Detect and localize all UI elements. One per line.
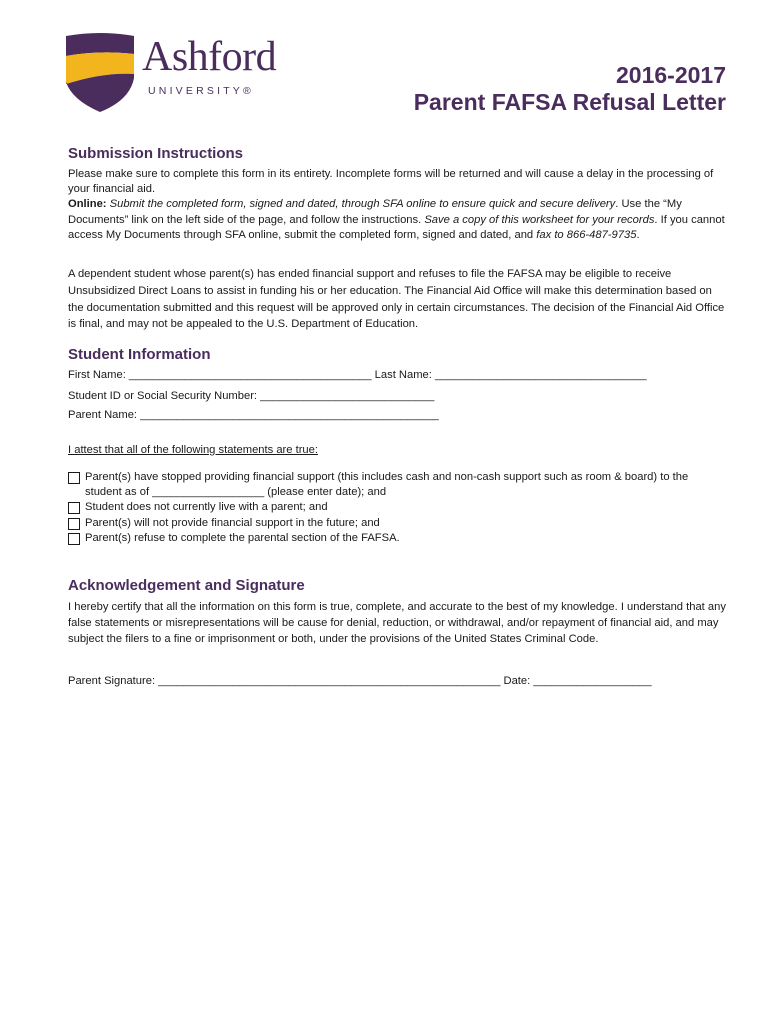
checklist-item-label: Parent(s) refuse to complete the parental section of the FAFSA. <box>85 531 400 544</box>
fax-end: . <box>636 228 640 241</box>
attest-label: I attest that all of the following statements are true: <box>68 444 318 456</box>
form-title <box>414 62 726 116</box>
checklist-item-label: Student does not currently live with a parent; and <box>85 501 328 514</box>
checklist-item-support[interactable] <box>68 470 728 500</box>
checkbox-icon[interactable] <box>68 518 80 530</box>
save-copy-note: Save a copy of this worksheet for your records <box>424 213 655 226</box>
save-copy-rest: . If you cannot access My Documents through SFA online, submit the completed form, signed and dated, and <box>68 213 725 241</box>
ashford-logo <box>64 32 294 114</box>
logo-wordmark: Ashford <box>142 34 277 80</box>
fax-number: fax to 866-487-9735 <box>536 228 637 241</box>
acknowledgement-text: I hereby certify that all the information on this form is true, complete, and accurate to the best of my knowledge. I understand that any false statements or misrepresentations will be cause for denial, reduction, or withdrawal, and/or repayment of financial aid, and may subject the filers to a fine or imprisonment or both, under the provisions of the United States Criminal Code. <box>68 601 726 646</box>
checklist-item-residence[interactable] <box>68 500 728 515</box>
checkbox-icon[interactable] <box>68 502 80 514</box>
online-instruction: Submit the completed form, signed and dated, through SFA online to ensure quick and secure delivery <box>109 198 616 211</box>
submission-text <box>68 167 728 243</box>
online-label: Online: <box>68 198 107 211</box>
support-date-field[interactable]: student as of __________________ (please enter date); and <box>85 486 387 499</box>
submission-heading: Submission Instructions <box>68 145 244 162</box>
logo-subtitle: UNIVERSITY® <box>148 85 254 97</box>
award-year: 2016-2017 <box>616 62 726 88</box>
student-info-heading: Student Information <box>68 346 211 363</box>
checklist-item-future-support[interactable] <box>68 516 728 531</box>
signature-line[interactable]: Parent Signature: _______________________________________________________ Date: ___________________ <box>68 675 652 687</box>
acknowledgement-heading: Acknowledgement and Signature <box>68 577 305 594</box>
online-instruction-rest: . Use the “My Documents” link on the left side of the page, and follow the instructions. <box>68 198 682 226</box>
checklist-item-refuse-fafsa[interactable] <box>68 531 728 546</box>
checklist-item-label: Parent(s) will not provide financial support in the future; and <box>85 516 380 529</box>
checklist-item-label: Parent(s) have stopped providing financial support (this includes cash and non-cash support such as room & board) to the <box>85 471 689 483</box>
dependent-student-paragraph: A dependent student whose parent(s) has ended financial support and refuses to file the FAFSA may be eligible to receive Unsubsidized Direct Loans to assist in funding his or her education. The Financial Aid Office will make this determination based on the documentation submitted and this request will be approved only in certain circumstances. The decision of the Financial Aid Office is final, and may not be appealed to the U.S. Department of Education. <box>68 268 725 331</box>
submission-online <box>68 197 728 243</box>
name-fields-line[interactable]: First Name: _______________________________________ Last Name: __________________________________ <box>68 369 647 381</box>
attest-checklist <box>68 470 728 546</box>
ashford-shield-icon <box>64 32 136 112</box>
student-id-field[interactable]: Student ID or Social Security Number: ____________________________ <box>68 390 435 402</box>
checkbox-icon[interactable] <box>68 533 80 545</box>
parent-name-field[interactable]: Parent Name: ________________________________________________ <box>68 409 439 421</box>
submission-intro: Please make sure to complete this form in its entirety. Incomplete forms will be returned and will cause a delay in the processing of your financial aid. <box>68 168 714 196</box>
checkbox-icon[interactable] <box>68 472 80 484</box>
page-title: Parent FAFSA Refusal Letter <box>413 89 726 115</box>
